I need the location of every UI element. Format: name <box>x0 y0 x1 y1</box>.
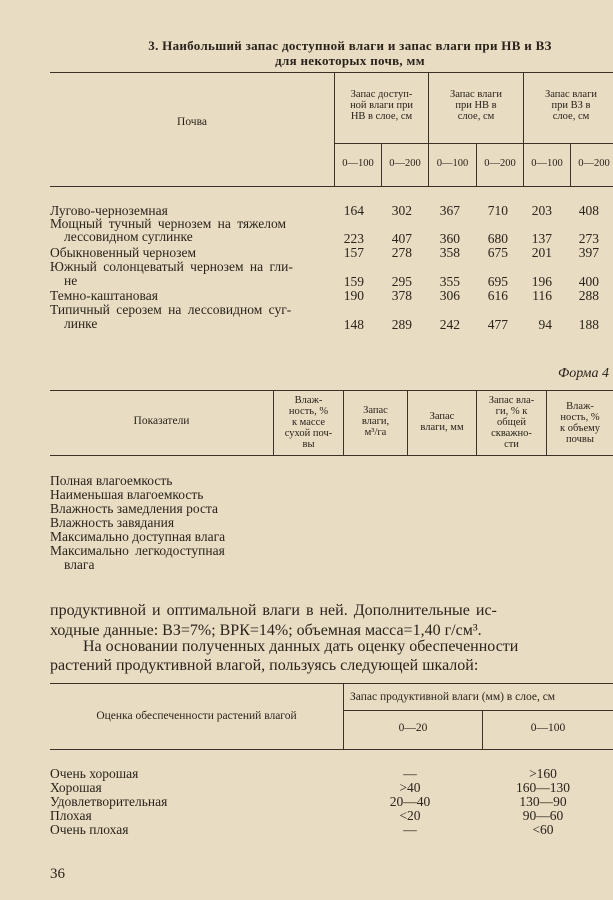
header-line: м³/га <box>364 427 387 438</box>
form4-row: Полная влагоемкость <box>50 473 173 488</box>
header-line: влаги, <box>361 416 390 427</box>
table3-row-name: Типичный серозем на лессовидном суг- <box>50 302 292 317</box>
table3-group2-header <box>429 89 523 122</box>
table3-cell: 116 <box>532 288 552 303</box>
header-line: слое, см <box>457 111 495 122</box>
scale-cell: — <box>403 822 417 837</box>
table3-cell: 188 <box>578 317 599 332</box>
header-line: Запас влаги <box>450 89 502 100</box>
header-line: при ВЗ в <box>551 100 591 111</box>
header-line: сухой поч- <box>284 428 333 439</box>
table3-cell: 137 <box>531 231 552 246</box>
table3-cell: 367 <box>439 203 460 218</box>
scale-cell: 90—60 <box>522 808 564 823</box>
form4-col-header <box>547 401 613 445</box>
form4-col-header <box>274 395 343 450</box>
scale-cell: — <box>403 766 417 781</box>
scale-cell: 160—130 <box>516 780 570 795</box>
table3-cell: 378 <box>391 288 412 303</box>
table3-row-name: линке <box>64 316 98 331</box>
page-number: 36 <box>50 866 65 882</box>
table3-cell: 302 <box>391 203 412 218</box>
table3-group3-header <box>524 89 613 122</box>
table3-cell: 288 <box>578 288 599 303</box>
body-text-line: растений продуктивной влагой, пользуясь следующей шкалой: <box>50 657 479 674</box>
table3-row-name: не <box>64 273 78 288</box>
table3-cell: 242 <box>439 317 460 332</box>
table3-cell: 278 <box>391 245 412 260</box>
header-line: общей <box>497 417 526 428</box>
table3-cell: 397 <box>578 245 599 260</box>
header-line: Запас вла- <box>488 395 535 406</box>
table3-cell: 355 <box>439 274 460 289</box>
table3-cell: 710 <box>487 203 508 218</box>
scale-cell: <20 <box>399 808 421 823</box>
scale-cell: >40 <box>399 780 421 795</box>
table3-row-name: Темно-каштановая <box>50 288 158 303</box>
table3-cell: 616 <box>487 288 508 303</box>
table3-cell: 408 <box>578 203 599 218</box>
table3-cell: 201 <box>531 245 552 260</box>
scale-cell: >160 <box>529 766 557 781</box>
header-line: Влаж- <box>294 395 323 406</box>
header-line: ность, % <box>288 406 329 417</box>
form4-header-rule <box>50 455 613 456</box>
header-line: Запас <box>363 405 388 416</box>
table3-col-soil: Почва <box>177 116 207 128</box>
header-line: ной влаги при <box>350 100 413 111</box>
header-line: почвы <box>566 434 594 445</box>
table3-row-name: Мощный тучный чернозем на тяжелом <box>50 216 287 231</box>
table3-cell: 358 <box>439 245 460 260</box>
scale-sub-rule <box>343 710 613 711</box>
header-line: Влаж- <box>566 401 594 412</box>
table3-subheader: 0—200 <box>389 158 421 169</box>
table3-cell: 695 <box>487 274 508 289</box>
header-line: Запас влаги <box>545 89 597 100</box>
table3-cell: 190 <box>343 288 364 303</box>
table3-cell: 675 <box>487 245 508 260</box>
table3-subheader: 0—100 <box>531 158 563 169</box>
form4-label: Форма 4 <box>558 366 609 381</box>
table3-header-rule <box>50 186 613 187</box>
table3-cell: 94 <box>538 317 552 332</box>
scale-row-name: Плохая <box>50 808 92 823</box>
table3-caption-line1: 3. Наибольший запас доступной влаги и запас влаги при НВ и ВЗ <box>148 38 552 53</box>
table3-row-name: Южный солонцеватый чернозем на гли- <box>50 259 293 274</box>
table3-top-rule <box>50 72 613 73</box>
header-line: при НВ в <box>455 100 497 111</box>
header-line: вы <box>302 439 315 450</box>
form4-row: Влажность завядания <box>50 515 175 530</box>
scale-header-rule <box>50 749 613 750</box>
form4-col-header <box>477 395 546 450</box>
scale-row-name: Очень плохая <box>50 822 129 837</box>
scale-cell: 20—40 <box>389 794 431 809</box>
form4-top-rule <box>50 390 613 391</box>
scale-row-name: Удовлетворительная <box>50 794 168 809</box>
table3-cell: 203 <box>531 203 552 218</box>
scale-cell: 130—90 <box>519 794 567 809</box>
header-line: Запас доступ- <box>350 89 413 100</box>
table3-caption-line2: для некоторых почв, мм <box>275 53 425 68</box>
header-line: слое, см <box>552 111 590 122</box>
table3-cell: 407 <box>391 231 412 246</box>
table3-cell: 157 <box>343 245 364 260</box>
form4-col-header <box>408 411 476 433</box>
form4-row: Влажность замедления роста <box>50 501 218 516</box>
table3-cell: 477 <box>487 317 508 332</box>
table3-subheader: 0—100 <box>342 158 374 169</box>
form4-row: Наименьшая влагоемкость <box>50 487 204 502</box>
table3-cell: 680 <box>487 231 508 246</box>
header-line: сти <box>504 439 519 450</box>
body-text-line: продуктивной и оптимальной влаги в ней. Дополнительные ис- <box>50 602 497 619</box>
table3-row-name: Обыкновенный чернозем <box>50 245 197 260</box>
table3-cell: 273 <box>578 231 599 246</box>
table3-sub-rule <box>334 143 613 144</box>
form4-col-indicators: Показатели <box>133 415 190 427</box>
header-line: к объему <box>559 423 601 434</box>
header-line: ги, % к <box>495 406 528 417</box>
scale-top-rule <box>50 683 613 684</box>
header-line: к массе <box>291 417 326 428</box>
table3-subheader: 0—200 <box>484 158 516 169</box>
table3-cell: 223 <box>343 231 364 246</box>
table3-row-name: лессовидном суглинке <box>64 229 193 244</box>
header-line: влаги, мм <box>420 422 464 433</box>
header-line: НВ в слое, см <box>350 111 413 122</box>
table3-cell: 295 <box>391 274 412 289</box>
table3-cell: 159 <box>343 274 364 289</box>
table3-cell: 360 <box>439 231 460 246</box>
scale-row-name: Очень хорошая <box>50 766 139 781</box>
table3-group1-header <box>335 89 428 122</box>
table3-subheader: 0—100 <box>436 158 469 169</box>
scale-cell: <60 <box>532 822 554 837</box>
scale-row-name: Хорошая <box>50 780 102 795</box>
table3-subheader: 0—200 <box>578 158 610 169</box>
scale-group-header: Запас продуктивной влаги (мм) в слое, см <box>350 691 556 703</box>
scale-col-rating: Оценка обеспеченности растений влагой <box>96 710 297 722</box>
scale-subheader: 0—20 <box>398 722 428 734</box>
table3-row-name: Лугово-черноземная <box>50 203 168 218</box>
table3-cell: 400 <box>578 274 599 289</box>
form4-row: влага <box>64 557 95 572</box>
body-text-line: ходные данные: ВЗ=7%; ВРК=14%; объемная масса=1,40 г/см³. <box>50 622 482 639</box>
scale-subheader: 0—100 <box>530 722 566 734</box>
form4-col-header <box>344 405 407 438</box>
form4-row: Максимально доступная влага <box>50 529 226 544</box>
header-line: Запас <box>429 411 455 422</box>
table3-cell: 196 <box>531 274 552 289</box>
table3-cell: 148 <box>343 317 364 332</box>
body-text-line: На основании полученных данных дать оценку обеспеченности <box>83 638 519 655</box>
form4-row: Максимально легкодоступная <box>50 543 225 558</box>
header-line: ность, % <box>560 412 600 423</box>
table3-cell: 164 <box>343 203 364 218</box>
table3-cell: 289 <box>391 317 412 332</box>
header-line: скважно- <box>491 428 532 439</box>
table3-cell: 306 <box>439 288 460 303</box>
